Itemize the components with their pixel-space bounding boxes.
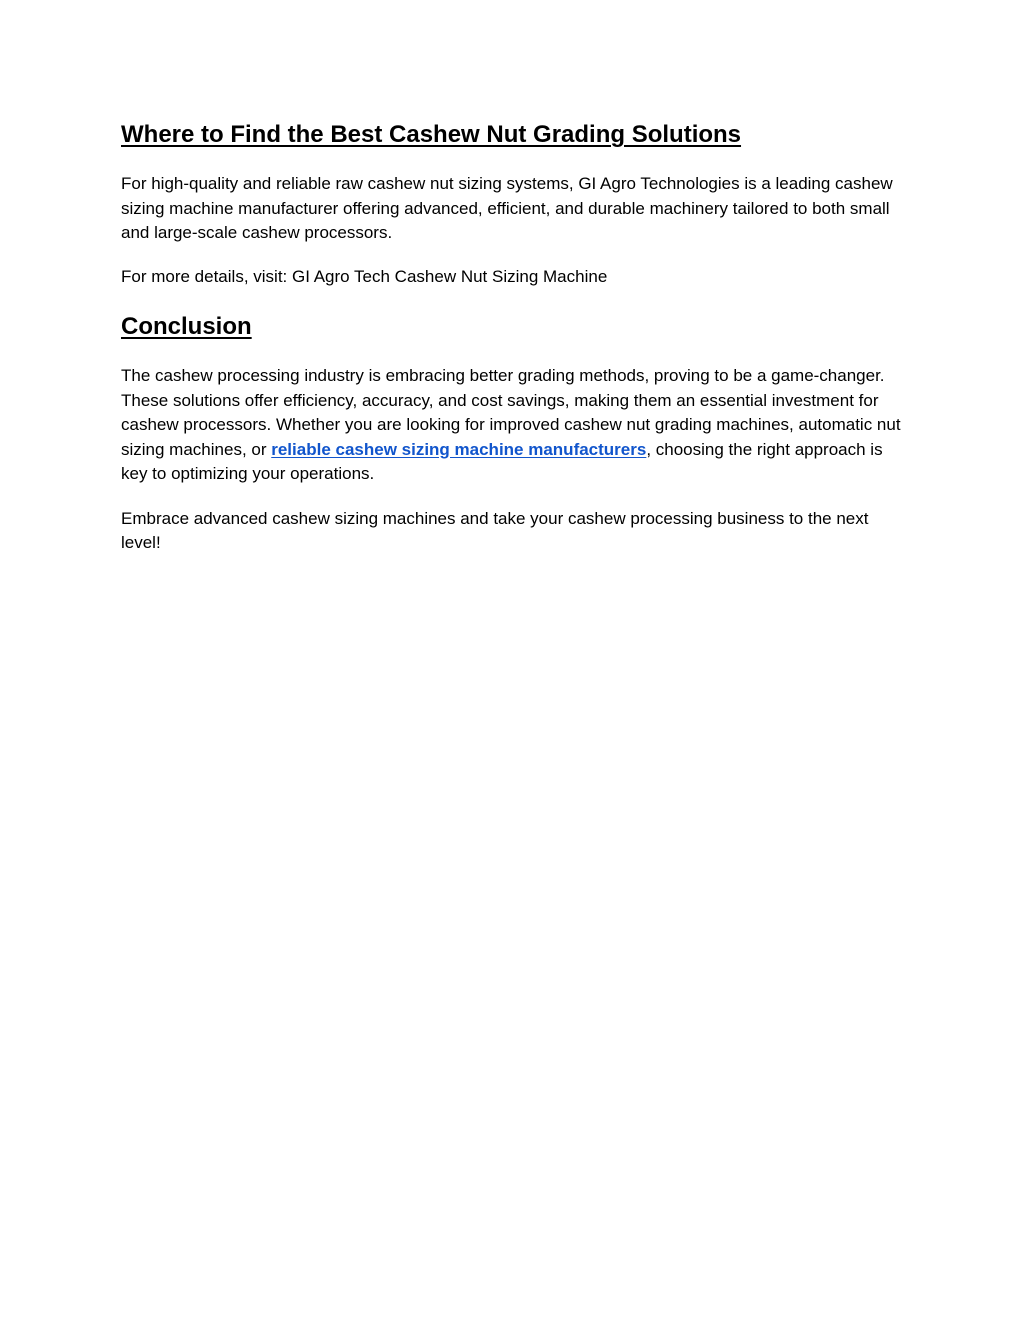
conclusion-text-after-link: , choosing the right approach is key to optimizing your operations. xyxy=(121,439,883,483)
section-heading-conclusion: Conclusion xyxy=(121,313,252,340)
intro-paragraph: For high-quality and reliable raw cashew nut sizing systems, GI Agro Technologies is a leading cashew sizing machine manufacturer offering advanced, efficient, and durable machinery tailored to both small and large-scale cashew processors. xyxy=(121,174,893,242)
details-paragraph: For more details, visit: GI Agro Tech Cashew Nut Sizing Machine xyxy=(121,266,608,286)
closing-paragraph: Embrace advanced cashew sizing machines and take your cashew processing business to the next level! xyxy=(121,508,869,552)
document-page xyxy=(121,118,911,556)
conclusion-text-before-link: The cashew processing industry is embracing better grading methods, proving to be a game-changer. These solutions offer efficiency, accuracy, and cost savings, making them an essential investment for cashew processors. Whether you are looking for improved cashew nut grading machines, automatic nut sizing machines, or xyxy=(121,366,901,459)
conclusion-paragraph xyxy=(121,364,911,487)
section-heading-best-solutions: Where to Find the Best Cashew Nut Grading Solutions xyxy=(121,121,742,148)
manufacturers-link[interactable]: reliable cashew sizing machine manufacturers xyxy=(271,439,647,459)
